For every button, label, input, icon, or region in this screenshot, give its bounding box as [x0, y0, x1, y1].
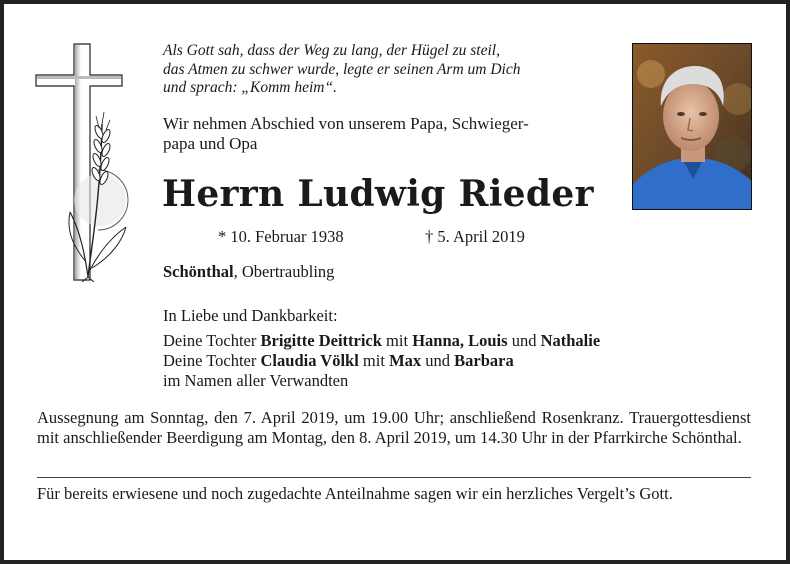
- cross-with-wheat-icon: [30, 42, 140, 282]
- mourner-text: Deine Tochter: [163, 331, 261, 350]
- mourner-name: Claudia Völkl: [260, 351, 359, 370]
- death-date: † 5. April 2019: [425, 227, 525, 246]
- thanks-note: Für bereits erwiesene und noch zugedachte Anteilnahme sagen wir ein herzliches Vergelt’s Gott.: [37, 484, 673, 503]
- place-town: Schönthal: [163, 262, 234, 281]
- mourner-line: im Namen aller Verwandten: [163, 371, 349, 390]
- farewell-intro: [163, 114, 623, 154]
- mourner-text: und: [507, 331, 541, 350]
- portrait-image: [633, 44, 752, 210]
- mourner-line: [163, 331, 600, 351]
- intro-line: Wir nehmen Abschied von unserem Papa, Schwieger-: [163, 114, 529, 133]
- mourner-text: Deine Tochter: [163, 351, 261, 370]
- place-rest: , Obertraubling: [233, 262, 335, 281]
- intro-line: papa und Opa: [163, 134, 258, 153]
- mourner-name: Barbara: [454, 351, 514, 370]
- divider: [37, 477, 751, 478]
- mourner-text: mit: [358, 351, 390, 370]
- mourners-list: [163, 306, 600, 391]
- mourner-name: Nathalie: [540, 331, 601, 350]
- mourner-text: und: [421, 351, 455, 370]
- mourners-heading: In Liebe und Dankbarkeit:: [163, 306, 338, 325]
- birth-date: * 10. Februar 1938: [218, 227, 344, 246]
- mourner-line: [163, 351, 600, 371]
- portrait-photo: [632, 43, 752, 210]
- mourner-name: Brigitte Deittrick: [260, 331, 382, 350]
- poem-line: Als Gott sah, dass der Weg zu lang, der Hügel zu steil,: [163, 42, 500, 59]
- memorial-poem: [163, 42, 623, 98]
- poem-line: das Atmen zu schwer wurde, legte er seinen Arm um Dich: [163, 60, 521, 78]
- funeral-service-info: Aussegnung am Sonntag, den 7. April 2019, um 19.00 Uhr; anschließend Rosenkranz. Trauergottesdienst mit anschließender Beerdigung am Montag, den 8. April 2019, um 14.30 Uhr in der Pfarrkirche Schönthal.: [37, 408, 751, 447]
- mourner-name: Max: [389, 351, 422, 370]
- poem-line: und sprach: „Komm heim“.: [163, 79, 337, 96]
- mourner-text: mit: [381, 331, 413, 350]
- place: [163, 262, 334, 282]
- deceased-name: Herrn Ludwig Rieder: [162, 173, 594, 215]
- mourner-name: Hanna, Louis: [412, 331, 508, 350]
